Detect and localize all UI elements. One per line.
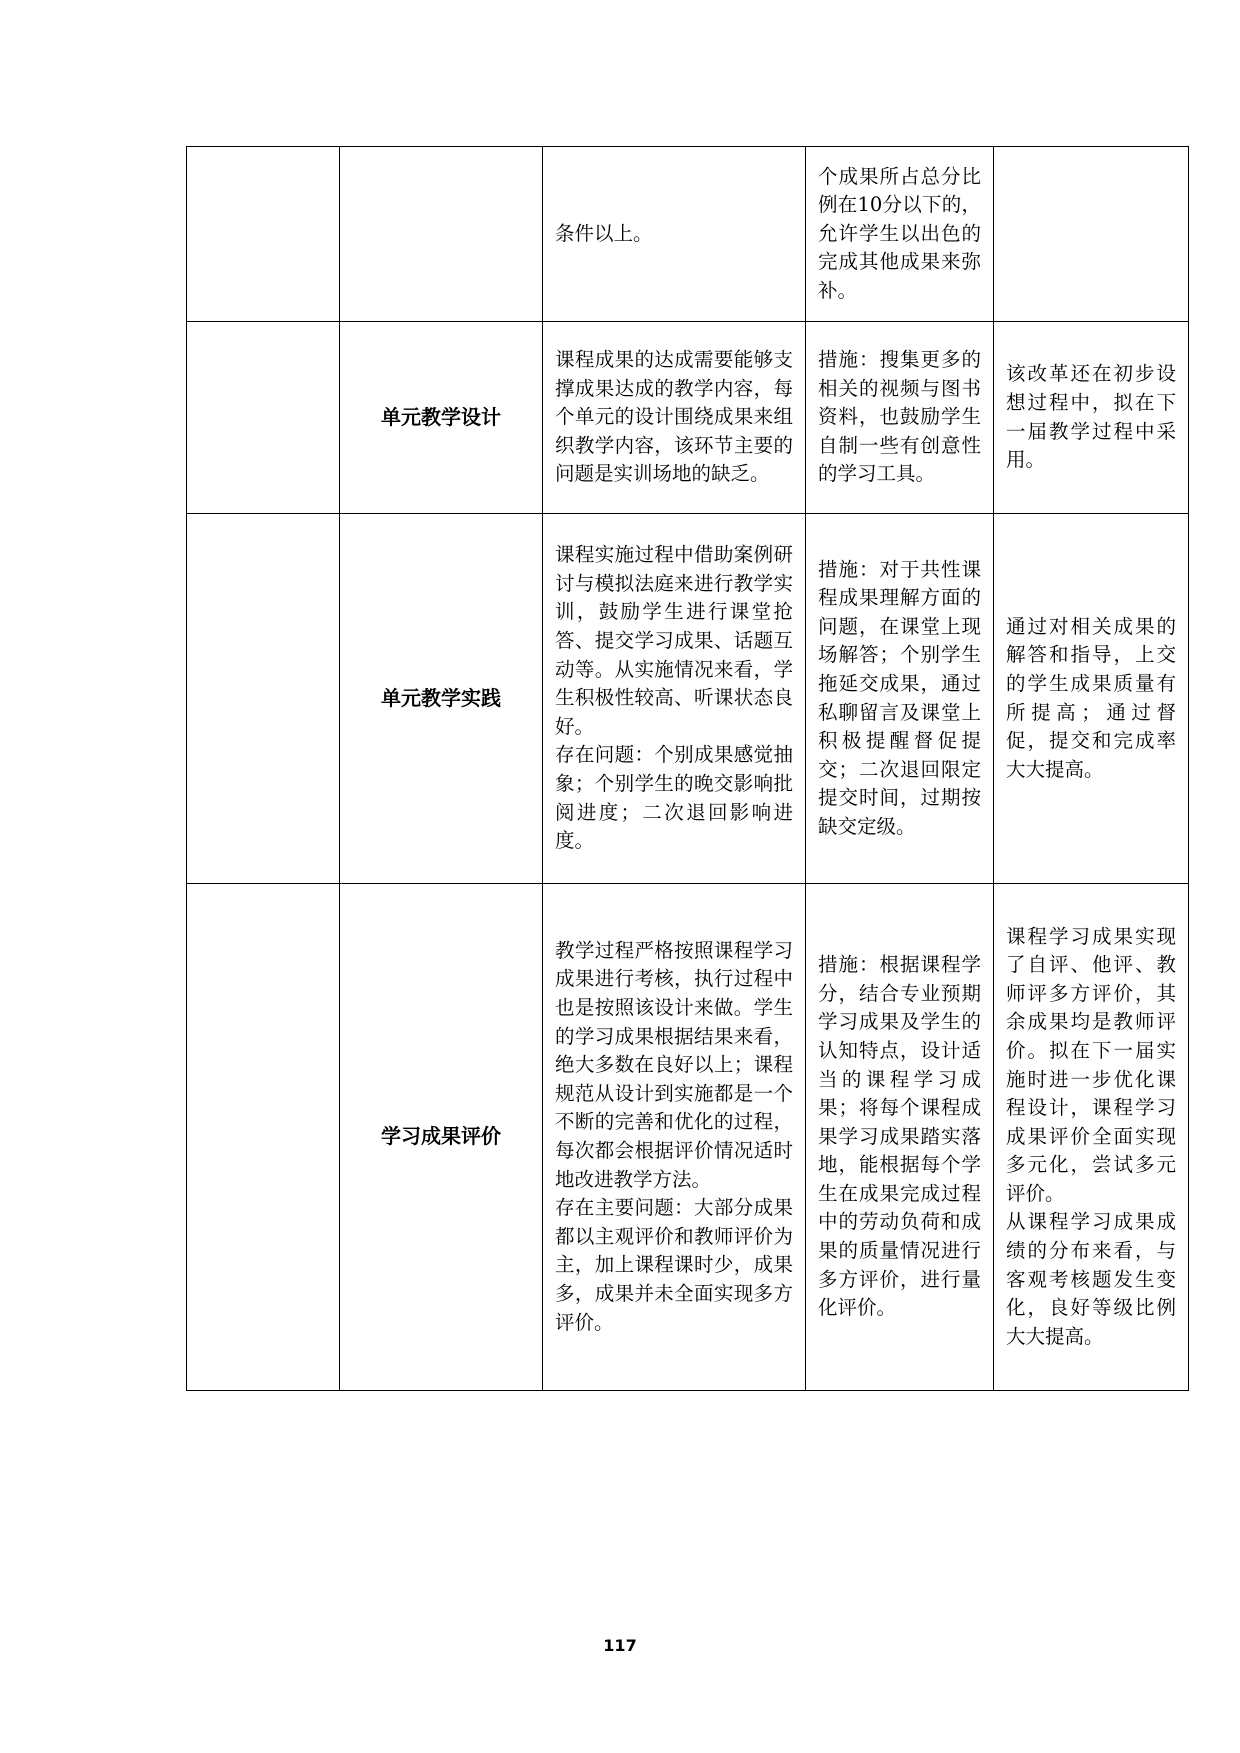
blank-cell xyxy=(187,147,340,322)
problem-cell xyxy=(543,147,806,322)
measure-cell xyxy=(806,147,994,322)
table-row xyxy=(187,514,1189,884)
measure-cell xyxy=(806,514,994,884)
effect-text: 该改革还在初步设想过程中，拟在下一届教学过程中采用。 xyxy=(1006,362,1176,472)
problem-text: 课程成果的达成需要能够支撑成果达成的教学内容，每个单元的设计围绕成果来组织教学内容，该环节主要的问题是实训场地的缺乏。 xyxy=(555,348,793,486)
stage-cell xyxy=(340,514,543,884)
stage-label: 单元教学实践 xyxy=(381,685,501,710)
problem-cell xyxy=(543,514,806,884)
table-row xyxy=(187,884,1189,1391)
table-row xyxy=(187,322,1189,514)
effect-text: 从课程学习成果成绩的分布来看，与客观考核题发生变化，良好等级比例大大提高。 xyxy=(1006,1210,1176,1348)
effect-text: 课程学习成果实现了自评、他评、教师评多方评价，其余成果均是教师评价。拟在下一届实施时进一步优化课程设计，课程学习成果评价全面实现多元化，尝试多元评价。 xyxy=(1006,924,1176,1205)
blank-cell xyxy=(187,884,340,1391)
problem-text: 课程实施过程中借助案例研讨与模拟法庭来进行教学实训，鼓励学生进行课堂抢答、提交学习成果、话题互动等。从实施情况来看，学生积极性较高、听课状态良好。 xyxy=(555,543,793,738)
measure-cell xyxy=(806,322,994,514)
problem-text: 存在问题：个别成果感觉抽象；个别学生的晚交影响批阅进度；二次退回影响进度。 xyxy=(555,743,793,853)
measure-cell xyxy=(806,884,994,1391)
stage-cell xyxy=(340,147,543,322)
measure-text: 措施：对于共性课程成果理解方面的问题，在课堂上现场解答；个别学生拖延交成果，通过私聊留言及课堂上积极提醒督促提交；二次退回限定提交时间，过期按缺交定级。 xyxy=(818,557,981,838)
stage-label: 学习成果评价 xyxy=(381,1124,501,1149)
effect-text: 通过对相关成果的解答和指导，上交的学生成果质量有所提高；通过督促，提交和完成率大大提高。 xyxy=(1006,614,1176,781)
stage-cell xyxy=(340,884,543,1391)
problem-text: 存在主要问题：大部分成果都以主观评价和教师评价为主，加上课程课时少，成果多，成果并未全面实现多方评价。 xyxy=(555,1196,793,1334)
stage-label: 单元教学设计 xyxy=(381,404,501,429)
continuation-table xyxy=(186,146,1189,1391)
blank-cell xyxy=(187,514,340,884)
measure-text: 个成果所占总分比例在10分以下的，允许学生以出色的完成其他成果来弥补。 xyxy=(818,164,981,302)
page-number: 117 xyxy=(603,1636,637,1655)
effect-cell xyxy=(994,884,1189,1391)
problem-cell xyxy=(543,322,806,514)
effect-cell xyxy=(994,514,1189,884)
problem-text: 条件以上。 xyxy=(555,221,653,245)
table-row xyxy=(187,147,1189,322)
effect-cell xyxy=(994,322,1189,514)
stage-cell xyxy=(340,322,543,514)
effect-cell xyxy=(994,147,1189,322)
problem-text: 教学过程严格按照课程学习成果进行考核，执行过程中也是按照该设计来做。学生的学习成果根据结果来看，绝大多数在良好以上；课程规范从设计到实施都是一个不断的完善和优化的过程，每次都会根据评价情况适时地改进教学方法。 xyxy=(555,938,793,1191)
measure-text: 措施：搜集更多的相关的视频与图书资料，也鼓励学生自制一些有创意性的学习工具。 xyxy=(818,348,981,486)
measure-text: 措施：根据课程学分，结合专业预期学习成果及学生的认知特点，设计适当的课程学习成果；将每个课程成果学习成果踏实落地，能根据每个学生在成果完成过程中的劳动负荷和成果的质量情况进行多方评价，进行量化评价。 xyxy=(818,953,981,1320)
problem-cell xyxy=(543,884,806,1391)
blank-cell xyxy=(187,322,340,514)
